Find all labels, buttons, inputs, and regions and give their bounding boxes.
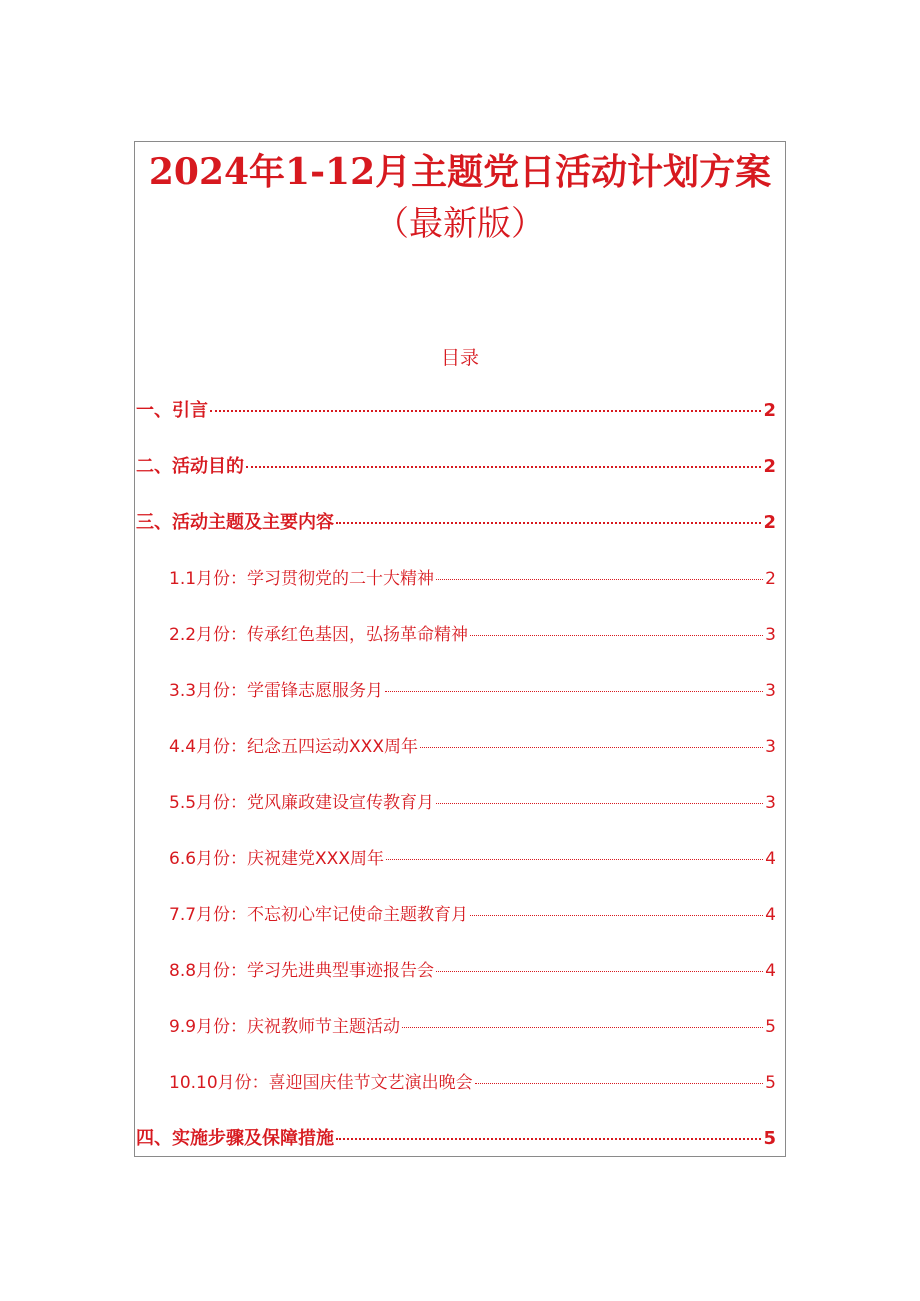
toc-entry-label: 2.2月份：传承红色基因，弘扬革命精神 xyxy=(169,625,469,645)
toc-entry-label: 7.7月份：不忘初心牢记使命主题教育月 xyxy=(169,905,469,925)
toc-page-number: 4 xyxy=(765,961,776,981)
dot-leader xyxy=(436,971,763,972)
title-line-1: 2024年1-12月主题党日活动计划方案 xyxy=(148,151,772,193)
dot-leader xyxy=(470,635,763,636)
toc-entry-label: 9.9月份：庆祝教师节主题活动 xyxy=(169,1017,401,1037)
dot-leader xyxy=(420,747,763,748)
title-line-2: （最新版） xyxy=(375,204,545,244)
toc-entry-purpose[interactable] xyxy=(136,452,776,482)
toc-page-number: 2 xyxy=(765,569,776,589)
toc-entry-label: 一、引言 xyxy=(136,400,208,421)
toc-page-number: 4 xyxy=(765,849,776,869)
toc-entry-february[interactable] xyxy=(169,620,776,650)
dot-leader xyxy=(336,1138,761,1140)
dot-leader xyxy=(436,579,763,580)
toc-entry-label: 二、活动目的 xyxy=(136,456,244,477)
toc-entry-may[interactable] xyxy=(169,788,776,818)
toc-entry-label: 8.8月份：学习先进典型事迹报告会 xyxy=(169,961,435,981)
dot-leader xyxy=(246,466,761,468)
toc-entry-label: 三、活动主题及主要内容 xyxy=(136,512,334,533)
toc-entry-april[interactable] xyxy=(169,732,776,762)
toc-entry-implementation[interactable] xyxy=(136,1124,776,1154)
toc-page-number: 2 xyxy=(763,400,776,421)
toc-page-number: 3 xyxy=(765,625,776,645)
dot-leader xyxy=(210,410,761,412)
toc-page-number: 3 xyxy=(765,793,776,813)
toc-page-number: 5 xyxy=(765,1017,776,1037)
toc-entry-january[interactable] xyxy=(169,564,776,594)
document-title xyxy=(0,148,920,248)
toc-entry-august[interactable] xyxy=(169,956,776,986)
toc-page-number: 3 xyxy=(765,737,776,757)
toc-entry-october[interactable] xyxy=(169,1068,776,1098)
toc-entry-june[interactable] xyxy=(169,844,776,874)
toc-page-number: 3 xyxy=(765,681,776,701)
dot-leader xyxy=(475,1083,764,1084)
toc-page-number: 4 xyxy=(765,905,776,925)
dot-leader xyxy=(386,859,763,860)
toc-page-number: 5 xyxy=(765,1073,776,1093)
toc-entry-label: 四、实施步骤及保障措施 xyxy=(136,1128,334,1149)
toc-entry-themes[interactable] xyxy=(136,508,776,538)
dot-leader xyxy=(470,915,763,916)
toc-entry-label: 5.5月份：党风廉政建设宣传教育月 xyxy=(169,793,435,813)
toc-page-number: 2 xyxy=(763,512,776,533)
toc-entry-label: 6.6月份：庆祝建党XXX周年 xyxy=(169,849,384,869)
dot-leader xyxy=(385,691,763,692)
toc-entry-july[interactable] xyxy=(169,900,776,930)
toc-entry-introduction[interactable] xyxy=(136,396,776,426)
toc-page-number: 2 xyxy=(763,456,776,477)
toc-entry-label: 10.10月份：喜迎国庆佳节文艺演出晚会 xyxy=(169,1073,473,1093)
dot-leader xyxy=(336,522,761,524)
toc-page-number: 5 xyxy=(763,1128,776,1149)
dot-leader xyxy=(402,1027,763,1028)
toc-entry-label: 4.4月份：纪念五四运动XXX周年 xyxy=(169,737,418,757)
toc-entry-september[interactable] xyxy=(169,1012,776,1042)
dot-leader xyxy=(436,803,763,804)
toc-entry-march[interactable] xyxy=(169,676,776,706)
toc-entry-label: 1.1月份：学习贯彻党的二十大精神 xyxy=(169,569,435,589)
toc-heading: 目录 xyxy=(440,347,479,369)
toc-entry-label: 3.3月份：学雷锋志愿服务月 xyxy=(169,681,384,701)
